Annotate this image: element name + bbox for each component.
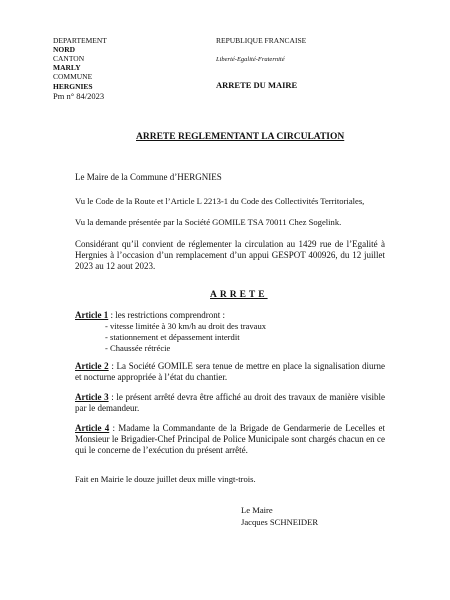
devise-text: Liberté-Egalité-Fraternité xyxy=(216,56,285,63)
commune-label: COMMUNE xyxy=(53,72,93,81)
article-3 xyxy=(75,392,385,414)
article-2 xyxy=(75,361,385,383)
article-1-item: - stationnement et dépassement interdit xyxy=(105,332,240,342)
article-1-label: Article 1 xyxy=(75,310,109,320)
article-1 xyxy=(75,310,225,320)
maire-line: Le Maire de la Commune d’HERGNIES xyxy=(75,172,222,182)
canton-name: MARLY xyxy=(53,63,81,72)
fait-en-mairie: Fait en Mairie le douze juillet deux mille vingt-trois. xyxy=(75,474,256,484)
article-1-item: - vitesse limitée à 30 km/h au droit des travaux xyxy=(105,321,267,331)
canton-label: CANTON xyxy=(53,54,85,63)
signature-title: Le Maire xyxy=(241,505,273,515)
document-title: ARRETE REGLEMENTANT LA CIRCULATION xyxy=(136,132,345,142)
arrete-du-maire: ARRETE DU MAIRE xyxy=(216,80,298,90)
article-3-label: Article 3 xyxy=(75,392,109,402)
article-4 xyxy=(75,423,385,456)
arrete-heading: ARRETE xyxy=(210,290,268,300)
vu-demande-line: Vu la demande présentée par la Société GOMILE TSA 70011 Chez Sogelink. xyxy=(75,217,342,227)
commune-name: HERGNIES xyxy=(53,82,93,91)
article-1-text: : les restrictions comprendront : xyxy=(108,310,225,320)
article-4-text: : Madame la Commandante de la Brigade de Gendarmerie de Lecelles et Monsieur le Brigadier-Chef Principal de Police Municipale sont chargés chacun en ce qui le concerne de l’exécution du présent arrêté. xyxy=(75,423,386,455)
article-3-text: : le présent arrêté devra être affiché au droit des travaux de manière visible par le demandeur. xyxy=(75,392,385,413)
departement-label: DEPARTEMENT xyxy=(53,36,107,45)
article-2-text: : La Société GOMILE sera tenue de mettre en place la signalisation diurne et nocturne appropriée à l’état du chantier. xyxy=(75,361,385,382)
article-4-label: Article 4 xyxy=(75,423,110,433)
departement-name: NORD xyxy=(53,45,76,54)
signatory-name: Jacques SCHNEIDER xyxy=(241,517,319,527)
article-2-label: Article 2 xyxy=(75,361,109,371)
vu-code-line: Vu le Code de la Route et l’Article L 2213-1 du Code des Collectivités Territoriales, xyxy=(75,196,365,206)
considerant-paragraph: Considérant qu’il convient de réglementer la circulation au 1429 rue de l’Egalité à Hergnies à l’occasion d’un remplacement d’un appui GESPOT 400926, du 12 juillet 2023 au 12 aout 2023. xyxy=(75,239,385,271)
republique-label: REPUBLIQUE FRANCAISE xyxy=(216,36,307,45)
reference-number: Pm n° 84/2023 xyxy=(53,91,105,101)
article-1-item: - Chaussée rétrécie xyxy=(105,343,171,353)
